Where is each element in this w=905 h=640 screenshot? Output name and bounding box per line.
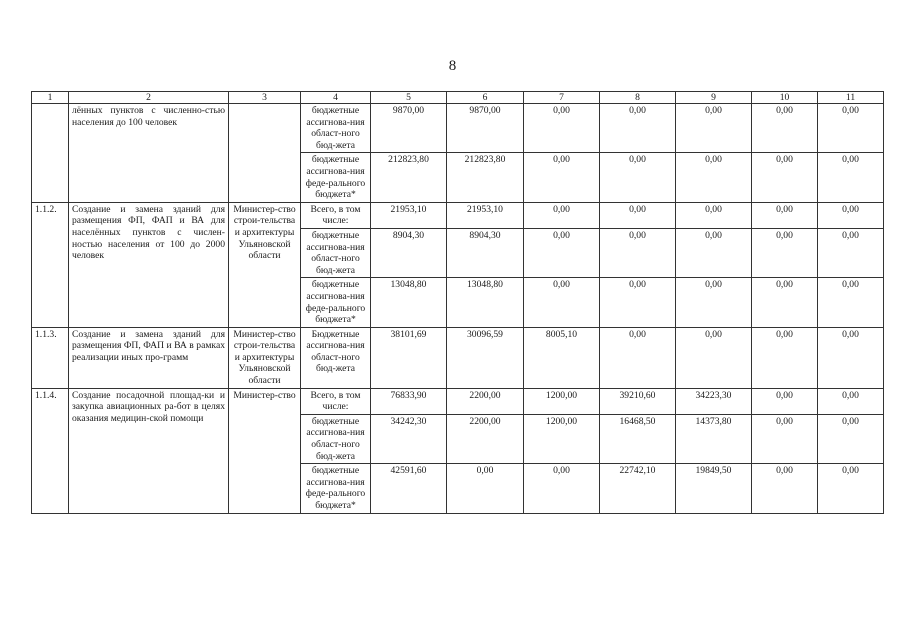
amount-cell: 34223,30	[676, 388, 752, 414]
amount-cell: 0,00	[752, 153, 818, 202]
amount-cell: 1200,00	[524, 388, 600, 414]
amount-cell: 76833,90	[371, 388, 447, 414]
amount-cell: 13048,80	[447, 278, 524, 327]
table-body	[32, 104, 884, 514]
measure-name-cell: Создание и замена зданий для размещения ФП, ФАП и ВА для населённых пунктов с числен-ностью населения от 100 до 2000 человек	[69, 202, 229, 327]
amount-cell: 0,00	[818, 278, 884, 327]
column-header: 5	[371, 92, 447, 104]
amount-cell: 0,00	[524, 278, 600, 327]
amount-cell: 0,00	[752, 414, 818, 463]
amount-cell: 0,00	[752, 104, 818, 153]
section-number-cell: 1.1.4.	[32, 388, 69, 513]
funding-source-cell: бюджетные ассигнова-ния област-ного бюд-жета	[301, 228, 371, 277]
amount-cell: 8904,30	[447, 228, 524, 277]
amount-cell: 8005,10	[524, 327, 600, 388]
amount-cell: 0,00	[752, 278, 818, 327]
column-header: 3	[229, 92, 301, 104]
amount-cell: 0,00	[818, 388, 884, 414]
funding-source-cell: бюджетные ассигнова-ния област-ного бюд-жета	[301, 414, 371, 463]
executor-cell: Министер-ство	[229, 388, 301, 513]
amount-cell: 8904,30	[371, 228, 447, 277]
amount-cell: 0,00	[818, 414, 884, 463]
amount-cell: 0,00	[676, 153, 752, 202]
amount-cell: 9870,00	[447, 104, 524, 153]
section-number-cell	[32, 104, 69, 203]
amount-cell: 34242,30	[371, 414, 447, 463]
amount-cell: 0,00	[676, 278, 752, 327]
amount-cell: 1200,00	[524, 414, 600, 463]
amount-cell: 0,00	[676, 104, 752, 153]
amount-cell: 19849,50	[676, 464, 752, 513]
measure-name-cell: лённых пунктов с численно-стью населения до 100 человек	[69, 104, 229, 203]
amount-cell: 0,00	[818, 104, 884, 153]
section-number-cell: 1.1.3.	[32, 327, 69, 388]
column-header: 6	[447, 92, 524, 104]
amount-cell: 38101,69	[371, 327, 447, 388]
funding-source-cell: бюджетные ассигнова-ния феде-рального бюджета*	[301, 153, 371, 202]
amount-cell: 0,00	[818, 464, 884, 513]
amount-cell: 0,00	[676, 202, 752, 228]
column-header: 11	[818, 92, 884, 104]
column-header: 8	[600, 92, 676, 104]
table-row	[32, 388, 884, 414]
amount-cell: 0,00	[752, 464, 818, 513]
amount-cell: 0,00	[600, 228, 676, 277]
column-header: 4	[301, 92, 371, 104]
amount-cell: 9870,00	[371, 104, 447, 153]
column-header: 1	[32, 92, 69, 104]
amount-cell: 0,00	[752, 388, 818, 414]
budget-table	[31, 91, 884, 514]
measure-name-cell: Создание и замена зданий для размещения ФП, ФАП и ВА в рамках реализации иных про-грамм	[69, 327, 229, 388]
column-header: 2	[69, 92, 229, 104]
funding-source-cell: бюджетные ассигнова-ния феде-рального бюджета*	[301, 278, 371, 327]
amount-cell: 0,00	[818, 153, 884, 202]
executor-cell: Министер-ство строи-тельства и архитектуры Ульяновской области	[229, 327, 301, 388]
measure-name-cell: Создание посадочной площад-ки и закупка авиационных ра-бот в целях оказания медицин-ской помощи	[69, 388, 229, 513]
column-header-row	[32, 92, 884, 104]
table-row	[32, 327, 884, 388]
amount-cell: 0,00	[600, 278, 676, 327]
section-number-cell: 1.1.2.	[32, 202, 69, 327]
amount-cell: 0,00	[676, 228, 752, 277]
amount-cell: 0,00	[524, 104, 600, 153]
amount-cell: 0,00	[818, 228, 884, 277]
amount-cell: 30096,59	[447, 327, 524, 388]
column-header: 7	[524, 92, 600, 104]
funding-source-cell: бюджетные ассигнова-ния феде-рального бюджета*	[301, 464, 371, 513]
amount-cell: 0,00	[600, 153, 676, 202]
amount-cell: 212823,80	[447, 153, 524, 202]
column-header: 10	[752, 92, 818, 104]
amount-cell: 0,00	[524, 228, 600, 277]
amount-cell: 0,00	[600, 202, 676, 228]
amount-cell: 0,00	[600, 327, 676, 388]
amount-cell: 0,00	[818, 202, 884, 228]
amount-cell: 2200,00	[447, 388, 524, 414]
amount-cell: 0,00	[752, 202, 818, 228]
executor-cell: Министер-ство строи-тельства и архитектуры Ульяновской области	[229, 202, 301, 327]
amount-cell: 0,00	[818, 327, 884, 388]
column-header: 9	[676, 92, 752, 104]
page-number: 8	[448, 58, 457, 74]
amount-cell: 13048,80	[371, 278, 447, 327]
table-row	[32, 202, 884, 228]
funding-source-cell: Бюджетные ассигнова-ния област-ного бюд-жета	[301, 327, 371, 388]
funding-source-cell: бюджетные ассигнова-ния област-ного бюд-жета	[301, 104, 371, 153]
amount-cell: 42591,60	[371, 464, 447, 513]
amount-cell: 21953,10	[447, 202, 524, 228]
amount-cell: 0,00	[447, 464, 524, 513]
amount-cell: 0,00	[600, 104, 676, 153]
table-row	[32, 104, 884, 153]
amount-cell: 14373,80	[676, 414, 752, 463]
amount-cell: 16468,50	[600, 414, 676, 463]
amount-cell: 0,00	[676, 327, 752, 388]
amount-cell: 39210,60	[600, 388, 676, 414]
executor-cell	[229, 104, 301, 203]
funding-source-cell: Всего, в том числе:	[301, 202, 371, 228]
amount-cell: 0,00	[524, 202, 600, 228]
amount-cell: 0,00	[524, 464, 600, 513]
amount-cell: 21953,10	[371, 202, 447, 228]
amount-cell: 0,00	[752, 327, 818, 388]
amount-cell: 0,00	[524, 153, 600, 202]
funding-source-cell: Всего, в том числе:	[301, 388, 371, 414]
amount-cell: 212823,80	[371, 153, 447, 202]
amount-cell: 2200,00	[447, 414, 524, 463]
amount-cell: 0,00	[752, 228, 818, 277]
amount-cell: 22742,10	[600, 464, 676, 513]
